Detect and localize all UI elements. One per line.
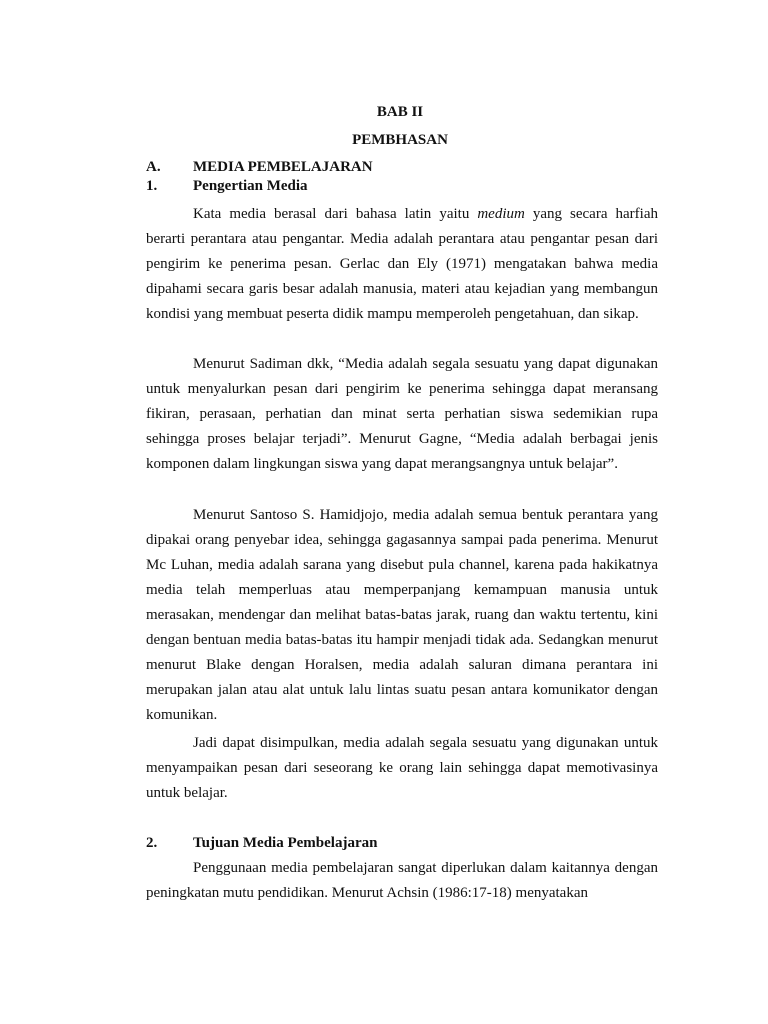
- paragraph-text: yang secara harfiah berarti perantara atau pengantar. Media adalah perantara atau pengantar pesan dari pengirim ke penerima pesan. Gerlac dan Ely (1971) mengatakan bahwa media dipahami secara garis besar adalah manusia, materi atau kejadian yang membangun kondisi yang membuat peserta didik mampu memperoleh pengetahuan, dan sikap.: [146, 206, 658, 322]
- paragraph-tujuan: Penggunaan media pembelajaran sangat diperlukan dalam kaitannya dengan peningkatan mutu pendidikan. Menurut Achsin (1986:17-18) menyatakan: [146, 860, 658, 901]
- subsection-heading-1: [146, 176, 308, 196]
- italic-term: medium: [477, 206, 525, 222]
- section-number: A.: [146, 159, 161, 175]
- paragraph-hamidjojo: Menurut Santoso S. Hamidjojo, media adalah semua bentuk perantara yang dipakai orang penyebar idea, sehingga gagasannya sampai pada penerima. Menurut Mc Luhan, media adalah sarana yang disebut pula channel, karena pada hakikatnya media telah memperluas atau memperpanjang kemampuan manusia untuk merasakan, mendengar dan melihat batas-batas jarak, ruang dan waktu tertentu, kini dengan bentuan media batas-batas itu hampir menjadi tidak ada. Sedangkan menurut menurut Blake dengan Horalsen, media adalah saluran dimana perantara ini merupakan jalan atau alat untuk lalu lintas suatu pesan antara komunikator dengan komunikan.: [146, 507, 658, 723]
- section-heading-a: [146, 157, 373, 177]
- section-title: MEDIA PEMBELAJARAN: [193, 159, 373, 175]
- subsection-title: Tujuan Media Pembelajaran: [193, 835, 378, 851]
- subsection-heading-2: [146, 833, 377, 853]
- paragraph-text: Kata media berasal dari bahasa latin yaitu: [193, 206, 478, 222]
- paragraph-definition: [146, 202, 658, 327]
- subsection-title: Pengertian Media: [193, 178, 308, 194]
- chapter-label: BAB II: [376, 104, 424, 120]
- paragraph-conclusion: Jadi dapat disimpulkan, media adalah segala sesuatu yang digunakan untuk menyampaikan pesan dari seseorang ke orang lain sehingga dapat memotivasinya untuk belajar.: [146, 735, 658, 801]
- subsection-number: 1.: [146, 178, 158, 194]
- subsection-number: 2.: [146, 835, 158, 851]
- chapter-title: PEMBHASAN: [352, 132, 448, 148]
- paragraph-sadiman: Menurut Sadiman dkk, “Media adalah segala sesuatu yang dapat digunakan untuk menyalurkan pesan dari pengirim ke penerima sehingga dapat meransang fikiran, perasaan, perhatian dan minat serta perhatian siswa sedemikian rupa sehingga proses belajar terjadi”. Menurut Gagne, “Media adalah berbagai jenis komponen dalam lingkungan siswa yang dapat merangsangnya untuk belajar”.: [146, 356, 658, 472]
